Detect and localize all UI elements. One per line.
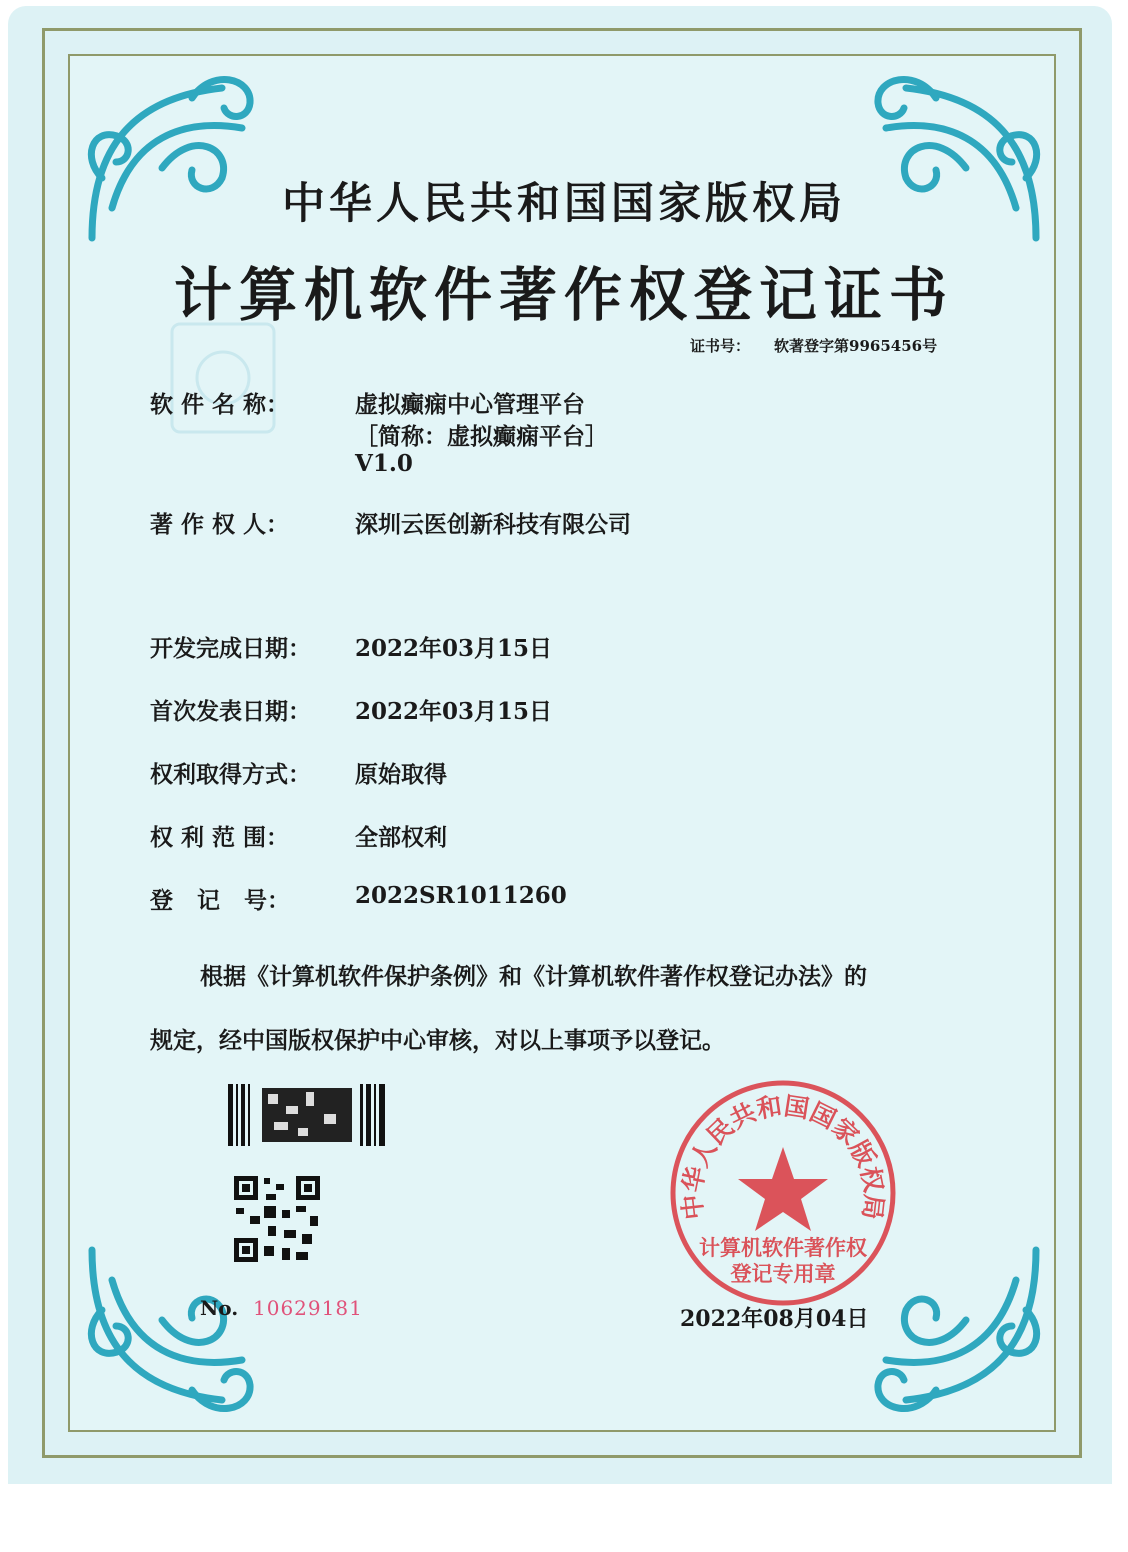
barcode-icon (228, 1084, 388, 1146)
software-name-value: 虚拟癫痫中心管理平台 (355, 391, 585, 418)
rights-scope-value: 全部权利 (355, 824, 447, 851)
certificate-number-value: 软著登字第9965456号 (774, 337, 938, 355)
completion-date-label: 开发完成日期： (150, 635, 311, 662)
statement-line-2: 规定，经中国版权保护中心审核，对以上事项予以登记。 (150, 1027, 725, 1054)
software-version: V1.0 (355, 450, 413, 477)
registration-number-label: 登 记 号： (150, 887, 291, 914)
serial-number-label: No. (200, 1296, 239, 1320)
first-publish-date-label: 首次发表日期： (150, 698, 311, 725)
qr-code-icon (234, 1176, 320, 1262)
issue-date: 2022年08月04日 (680, 1306, 869, 1332)
certificate-number-label: 证书号： (690, 337, 751, 355)
completion-date-value: 2022年03月15日 (355, 635, 553, 662)
seal-ring-text: 中华人民共和国国家版权局 (677, 1091, 889, 1222)
copyright-owner-label: 著 作 权 人： (150, 511, 290, 538)
serial-number-value: 10629181 (253, 1296, 363, 1320)
acquisition-method-value: 原始取得 (355, 761, 447, 788)
star-icon (738, 1147, 828, 1231)
software-name-label: 软 件 名 称： (150, 391, 290, 418)
official-seal-stamp (665, 1075, 901, 1311)
rights-scope-label: 权 利 范 围： (150, 824, 290, 851)
first-publish-date-value: 2022年03月15日 (355, 698, 553, 725)
seal-line-1: 计算机软件著作权 (699, 1235, 867, 1260)
acquisition-method-label: 权利取得方式： (150, 761, 311, 788)
registration-number-value: 2022SR1011260 (355, 882, 567, 909)
certificate-title: 计算机软件著作权登记证书 (173, 261, 954, 329)
certificate-number (690, 335, 937, 356)
software-short-name: ［简称：虚拟癫痫平台］ (355, 423, 608, 450)
seal-line-2: 登记专用章 (730, 1261, 836, 1286)
statement-line-1: 根据《计算机软件保护条例》和《计算机软件著作权登记办法》的 (200, 963, 867, 990)
issuing-authority-title: 中华人民共和国国家版权局 (282, 179, 846, 229)
copyright-owner-value: 深圳云医创新科技有限公司 (355, 511, 631, 538)
